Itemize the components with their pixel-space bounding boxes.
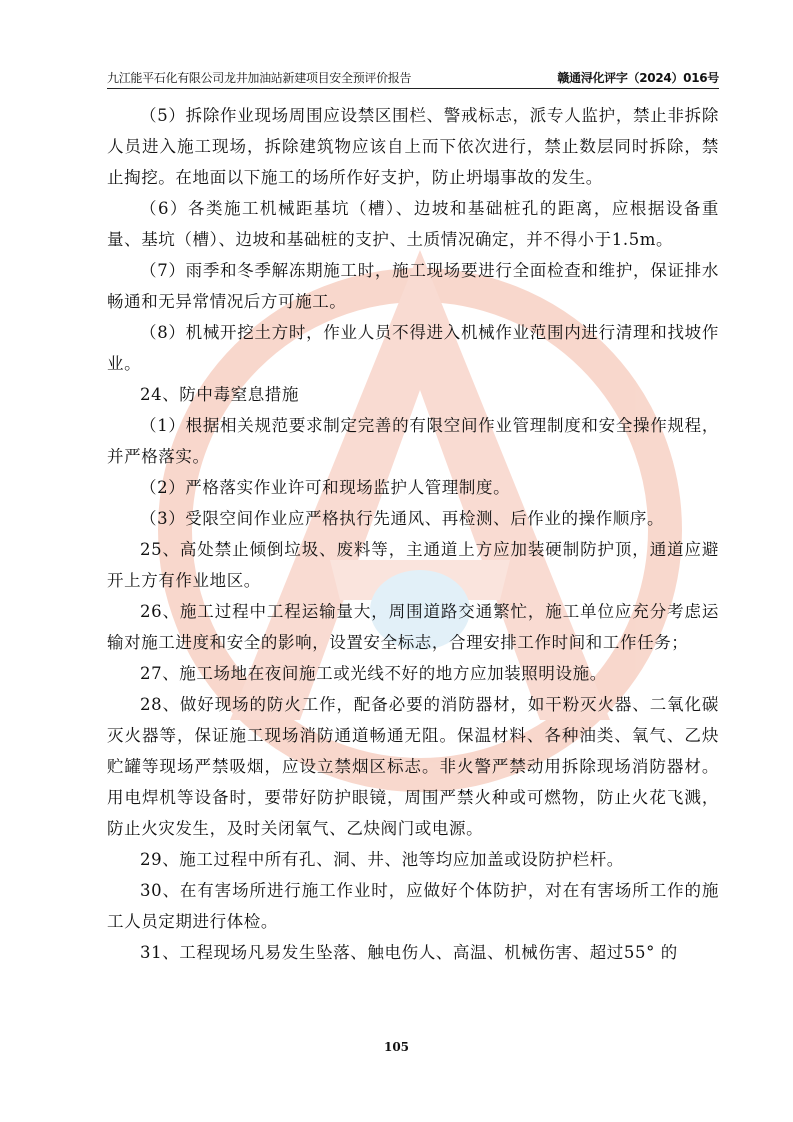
- page-number: 105: [383, 1040, 410, 1054]
- paragraph-24-2: （2）严格落实作业许可和现场监护人管理制度。: [140, 478, 511, 497]
- paragraph-28: 28、做好现场的防火工作，配备必要的消防器材，如干粉灭火器、二氧化碳灭火器等，保证施工现场消防通道畅通无阻。保温材料、各种油类、氧气、乙炔贮罐等现场严禁吸烟，应设立禁烟区标志。非火警严禁动用拆除现场消防器材。用电焊机等设备时，要带好防护眼镜，周围严禁火种或可燃物，防止火花飞溅，防止火灾发生，及时关闭氧气、乙炔阀门或电源。: [107, 695, 719, 838]
- paragraph-24-1: （1）根据相关规范要求制定完善的有限空间作业管理制度和安全操作规程，并严格落实。: [107, 416, 719, 466]
- paragraph-24-3: （3）受限空间作业应严格执行先通风、再检测、后作业的操作顺序。: [140, 509, 665, 528]
- paragraph-27: 27、施工场地在夜间施工或光线不好的地方应加装照明设施。: [140, 664, 607, 683]
- paragraph-31: 31、工程现场凡易发生坠落、触电伤人、高温、机械伤害、超过55° 的: [140, 943, 678, 962]
- header-document-number: 赣通浔化评字（2024）016号: [557, 71, 719, 85]
- paragraph-25: 25、高处禁止倾倒垃圾、废料等，主通道上方应加装硬制防护顶，通道应避开上方有作业地区。: [107, 540, 719, 590]
- paragraph-29: 29、施工过程中所有孔、洞、井、池等均应加盖或设防护栏杆。: [140, 850, 624, 869]
- paragraph-item-8: （8）机械开挖土方时，作业人员不得进入机械作业范围内进行清理和找坡作业。: [107, 323, 719, 373]
- paragraph-item-7: （7）雨季和冬季解冻期施工时，施工现场要进行全面检查和维护，保证排水畅通和无异常情况后方可施工。: [107, 261, 719, 311]
- paragraph-item-5: （5）拆除作业现场周围应设禁区围栏、警戒标志，派专人监护，禁止非拆除人员进入施工现场，拆除建筑物应该自上而下依次进行，禁止数层同时拆除，禁止掏挖。在地面以下施工的场所作好支护，防止坍塌事故的发生。: [107, 106, 719, 187]
- paragraph-26: 26、施工过程中工程运输量大，周围道路交通繁忙，施工单位应充分考虑运输对施工进度和安全的影响，设置安全标志，合理安排工作时间和工作任务；: [107, 602, 719, 652]
- body-content: [107, 100, 719, 968]
- section-heading-24: 24、防中毒窒息措施: [140, 385, 299, 404]
- paragraph-item-6: （6）各类施工机械距基坑（槽）、边坡和基础桩孔的距离，应根据设备重量、基坑（槽）、边坡和基础桩的支护、土质情况确定，并不得小于1.5m。: [107, 199, 719, 249]
- paragraph-30: 30、在有害场所进行施工作业时，应做好个体防护，对在有害场所工作的施工人员定期进行体检。: [107, 881, 719, 931]
- header-report-title: 九江能平石化有限公司龙井加油站新建项目安全预评价报告: [107, 71, 412, 85]
